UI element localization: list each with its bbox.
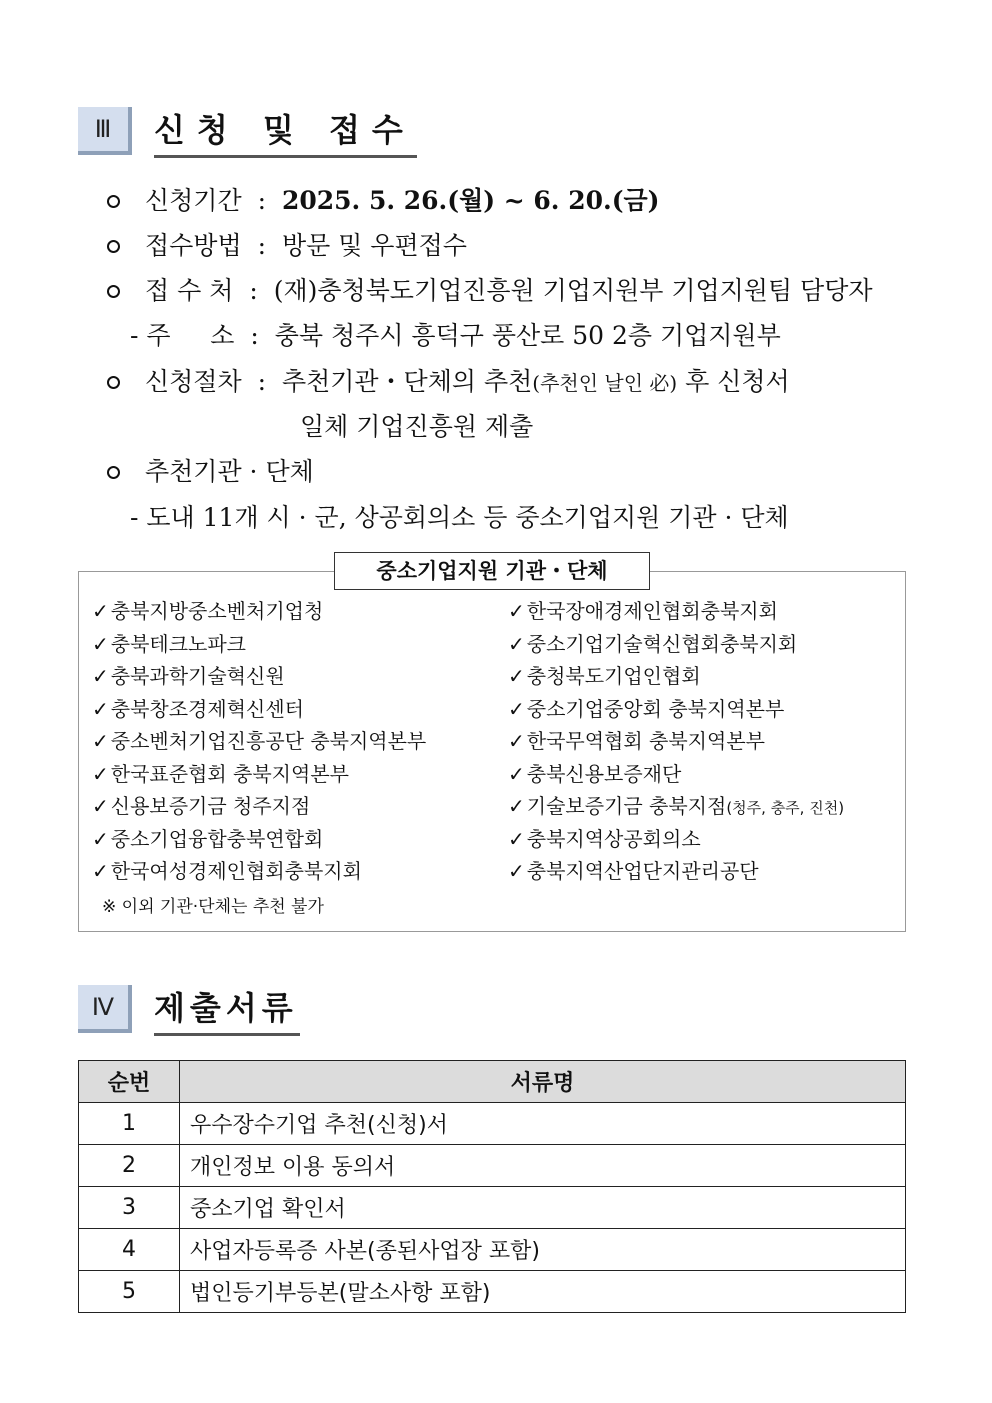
org-item <box>508 728 765 754</box>
org-item <box>92 663 285 689</box>
org-name: 한국장애경제인협회충북지회 <box>526 599 778 623</box>
check-icon: ✓ <box>508 826 525 851</box>
circle-bullet-icon <box>107 466 120 479</box>
method-colon: : <box>257 231 266 260</box>
office-label: 접 수 처 <box>145 276 234 305</box>
procedure-colon: : <box>257 367 266 396</box>
header-doc-name: 서류명 <box>180 1061 906 1103</box>
address-colon: : <box>250 321 259 350</box>
method-line <box>145 231 467 261</box>
org-name: 중소기업기술혁신협회충북지회 <box>526 631 798 656</box>
circle-bullet-icon <box>107 195 120 208</box>
check-icon: ✓ <box>92 761 109 786</box>
row-number: 5 <box>79 1271 180 1313</box>
documents-table <box>78 1060 906 1313</box>
row-number: 3 <box>79 1187 180 1229</box>
row-number: 2 <box>79 1145 180 1187</box>
check-icon: ✓ <box>92 826 109 851</box>
check-icon: ✓ <box>92 859 109 883</box>
org-name: 한국표준협회 충북지역본부 <box>110 761 349 786</box>
method-label: 접수방법 <box>145 231 242 260</box>
org-item <box>92 598 323 624</box>
office-colon: : <box>249 276 258 305</box>
office-line <box>145 276 873 306</box>
check-icon: ✓ <box>92 794 109 818</box>
table-header-row <box>79 1061 906 1103</box>
table-row <box>79 1187 906 1229</box>
section-4-numeral: Ⅳ <box>78 985 132 1033</box>
check-icon: ✓ <box>508 664 525 688</box>
org-item <box>92 631 246 657</box>
check-icon: ✓ <box>508 859 525 883</box>
org-name: 신용보증기금 청주지점 <box>110 794 311 818</box>
org-item <box>92 793 310 819</box>
org-name: 충북신용보증재단 <box>526 761 682 786</box>
org-name: 충북과학기술혁신원 <box>110 664 285 688</box>
org-name: 한국무역협회 충북지역본부 <box>526 729 765 753</box>
section-4-title: 제출서류 <box>154 985 300 1036</box>
procedure-value: 추천기관・단체의 추천 <box>281 367 533 396</box>
period-label: 신청기간 <box>145 186 242 215</box>
org-name: 충북지역상공회의소 <box>526 826 701 851</box>
check-icon: ✓ <box>92 696 109 721</box>
row-number: 1 <box>79 1103 180 1145</box>
box-note: ※ 이외 기관·단체는 추천 불가 <box>102 897 324 917</box>
check-icon: ✓ <box>92 599 109 623</box>
org-name: 중소벤처기업진흥공단 충북지역본부 <box>110 729 427 753</box>
support-org-box-title: 중소기업지원 기관・단체 <box>334 552 650 590</box>
row-number: 4 <box>79 1229 180 1271</box>
recommend-value: - 도내 11개 시 · 군, 상공회의소 등 중소기업지원 기관 · 단체 <box>130 503 789 532</box>
org-item <box>508 826 701 852</box>
org-item <box>92 761 349 787</box>
org-name: 충북지역산업단지관리공단 <box>526 859 759 883</box>
recommend-label: 추천기관 · 단체 <box>145 457 314 486</box>
circle-bullet-icon <box>107 285 120 298</box>
org-item <box>508 663 701 689</box>
procedure-line <box>145 367 790 398</box>
row-doc-name: 우수장수기업 추천(신청)서 <box>180 1103 906 1145</box>
address-value: 충북 청주시 흥덕구 풍산로 50 2층 기업지원부 <box>274 321 781 350</box>
check-icon: ✓ <box>508 729 525 753</box>
method-value: 방문 및 우편접수 <box>281 231 467 260</box>
address-line <box>130 321 781 351</box>
org-item <box>508 761 681 787</box>
org-item <box>508 598 778 624</box>
procedure-label: 신청절차 <box>145 367 242 396</box>
table-row <box>79 1103 906 1145</box>
row-doc-name: 사업자등록증 사본(종된사업장 포함) <box>180 1229 906 1271</box>
procedure-note: (추천인 날인 必) <box>532 371 678 395</box>
check-icon: ✓ <box>508 794 525 818</box>
org-item <box>508 631 797 657</box>
org-name: 충북지방중소벤처기업청 <box>110 599 324 623</box>
row-doc-name: 개인정보 이용 동의서 <box>180 1145 906 1187</box>
table-row <box>79 1145 906 1187</box>
section-3-numeral: Ⅲ <box>78 107 132 155</box>
table-row <box>79 1271 906 1313</box>
org-name: 중소기업중앙회 충북지역본부 <box>526 696 785 721</box>
procedure-value-tail: 후 신청서 <box>685 367 790 396</box>
org-item <box>508 696 784 722</box>
org-name: 충북창조경제혁신센터 <box>110 696 304 721</box>
check-icon: ✓ <box>92 729 109 753</box>
org-name: 기술보증기금 충북지점 <box>526 794 727 818</box>
check-icon: ✓ <box>508 599 525 623</box>
check-icon: ✓ <box>92 664 109 688</box>
check-icon: ✓ <box>508 631 525 656</box>
org-item <box>92 696 304 722</box>
org-name-sub: (청주, 충주, 진천) <box>726 799 845 817</box>
address-label: - 주 소 <box>130 321 235 350</box>
row-doc-name: 법인등기부등본(말소사항 포함) <box>180 1271 906 1313</box>
check-icon: ✓ <box>508 696 525 721</box>
period-value: 2025. 5. 26.(월) ~ 6. 20.(금) <box>281 186 660 215</box>
org-item <box>92 826 323 852</box>
org-item <box>92 728 426 754</box>
org-item <box>92 858 362 884</box>
org-name: 중소기업융합충북연합회 <box>110 826 324 851</box>
row-doc-name: 중소기업 확인서 <box>180 1187 906 1229</box>
org-name: 한국여성경제인협회충북지회 <box>110 859 362 883</box>
circle-bullet-icon <box>107 376 120 389</box>
period-line <box>145 186 660 216</box>
org-name: 충북테크노파크 <box>110 631 247 656</box>
check-icon: ✓ <box>92 631 109 656</box>
section-3-title: 신청 및 접수 <box>154 107 417 158</box>
circle-bullet-icon <box>107 240 120 253</box>
office-value: (재)충청북도기업진흥원 기업지원부 기업지원팀 담당자 <box>273 276 873 305</box>
org-item <box>508 858 759 884</box>
org-name: 충청북도기업인협회 <box>526 664 701 688</box>
header-number: 순번 <box>79 1061 180 1103</box>
table-row <box>79 1229 906 1271</box>
check-icon: ✓ <box>508 761 525 786</box>
procedure-line-2: 일체 기업진흥원 제출 <box>300 412 534 441</box>
org-item <box>508 793 844 821</box>
period-colon: : <box>257 186 266 215</box>
